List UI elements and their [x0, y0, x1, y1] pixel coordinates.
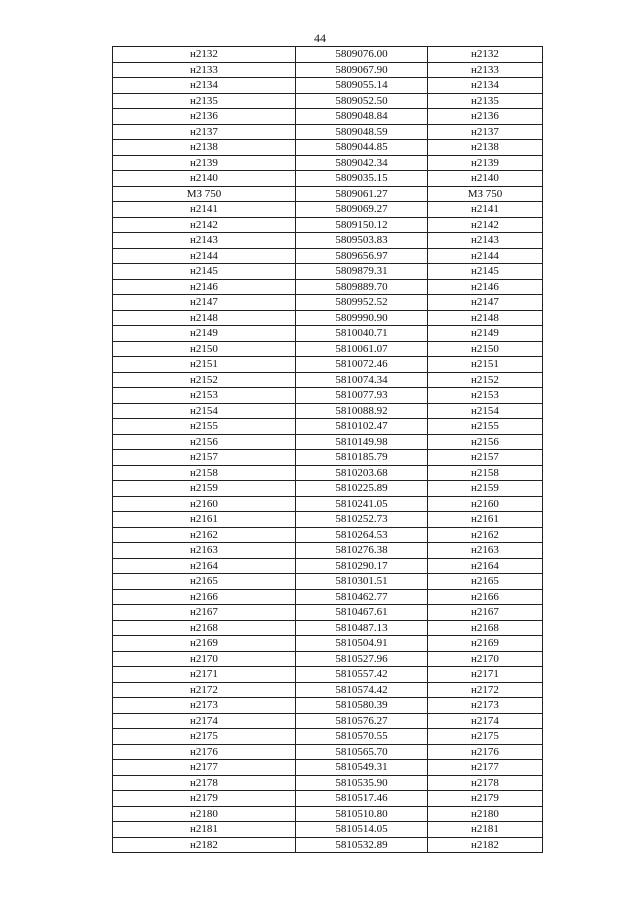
table-row	[113, 636, 543, 652]
coordinate-cell: 5810576.27	[296, 713, 428, 729]
point-name-cell: н2179	[113, 791, 296, 807]
point-name-repeat-cell: н2148	[428, 310, 543, 326]
coordinate-cell: 5810580.39	[296, 698, 428, 714]
point-name-repeat-cell: н2154	[428, 403, 543, 419]
table-row	[113, 651, 543, 667]
coordinate-cell: 5809048.59	[296, 124, 428, 140]
point-name-repeat-cell: н2171	[428, 667, 543, 683]
point-name-repeat-cell: н2180	[428, 806, 543, 822]
point-name-repeat-cell: н2163	[428, 543, 543, 559]
table-row	[113, 279, 543, 295]
coordinate-cell: 5810527.96	[296, 651, 428, 667]
point-name-cell: н2156	[113, 434, 296, 450]
point-name-cell: н2181	[113, 822, 296, 838]
point-name-repeat-cell: н2143	[428, 233, 543, 249]
table-row	[113, 791, 543, 807]
table-row	[113, 729, 543, 745]
table-row	[113, 450, 543, 466]
coordinate-cell: 5810510.80	[296, 806, 428, 822]
table-row	[113, 574, 543, 590]
point-name-cell: н2139	[113, 155, 296, 171]
coordinate-cell: 5810241.05	[296, 496, 428, 512]
coordinate-cell: 5809048.84	[296, 109, 428, 125]
table-row	[113, 295, 543, 311]
point-name-cell: н2176	[113, 744, 296, 760]
table-row	[113, 155, 543, 171]
point-name-cell: н2159	[113, 481, 296, 497]
coordinate-cell: 5810276.38	[296, 543, 428, 559]
point-name-repeat-cell: МЗ 750	[428, 186, 543, 202]
point-name-cell: н2164	[113, 558, 296, 574]
point-name-cell: н2148	[113, 310, 296, 326]
coordinate-cell: 5810487.13	[296, 620, 428, 636]
point-name-repeat-cell: н2181	[428, 822, 543, 838]
table-row	[113, 512, 543, 528]
point-name-repeat-cell: н2151	[428, 357, 543, 373]
point-name-cell: н2182	[113, 837, 296, 853]
point-name-repeat-cell: н2173	[428, 698, 543, 714]
table-row	[113, 233, 543, 249]
table-row	[113, 481, 543, 497]
coordinate-cell: 5810185.79	[296, 450, 428, 466]
point-name-repeat-cell: н2158	[428, 465, 543, 481]
point-name-cell: н2170	[113, 651, 296, 667]
point-name-cell: н2174	[113, 713, 296, 729]
table-row	[113, 713, 543, 729]
coordinate-cell: 5810088.92	[296, 403, 428, 419]
point-name-repeat-cell: н2147	[428, 295, 543, 311]
point-name-repeat-cell: н2150	[428, 341, 543, 357]
point-name-cell: н2138	[113, 140, 296, 156]
coordinate-cell: 5809503.83	[296, 233, 428, 249]
coordinate-cell: 5809052.50	[296, 93, 428, 109]
coordinate-cell: 5809035.15	[296, 171, 428, 187]
point-name-repeat-cell: н2144	[428, 248, 543, 264]
point-name-cell: н2158	[113, 465, 296, 481]
point-name-repeat-cell: н2178	[428, 775, 543, 791]
point-name-repeat-cell: н2141	[428, 202, 543, 218]
coordinate-cell: 5810514.05	[296, 822, 428, 838]
table-row	[113, 78, 543, 94]
coordinate-cell: 5810074.34	[296, 372, 428, 388]
table-body	[113, 47, 543, 853]
point-name-repeat-cell: н2135	[428, 93, 543, 109]
point-name-cell: МЗ 750	[113, 186, 296, 202]
table-row	[113, 558, 543, 574]
point-name-cell: н2165	[113, 574, 296, 590]
coordinate-cell: 5809044.85	[296, 140, 428, 156]
table-row	[113, 822, 543, 838]
coordinates-table-container	[112, 46, 543, 853]
point-name-cell: н2173	[113, 698, 296, 714]
coordinate-cell: 5810557.42	[296, 667, 428, 683]
point-name-cell: н2162	[113, 527, 296, 543]
coordinate-cell: 5810225.89	[296, 481, 428, 497]
point-name-cell: н2178	[113, 775, 296, 791]
point-name-repeat-cell: н2152	[428, 372, 543, 388]
point-name-cell: н2133	[113, 62, 296, 78]
table-row	[113, 806, 543, 822]
point-name-cell: н2154	[113, 403, 296, 419]
point-name-repeat-cell: н2153	[428, 388, 543, 404]
point-name-repeat-cell: н2133	[428, 62, 543, 78]
table-row	[113, 124, 543, 140]
coordinate-cell: 5810517.46	[296, 791, 428, 807]
table-row	[113, 620, 543, 636]
point-name-repeat-cell: н2179	[428, 791, 543, 807]
table-row	[113, 372, 543, 388]
point-name-cell: н2177	[113, 760, 296, 776]
point-name-repeat-cell: н2137	[428, 124, 543, 140]
point-name-repeat-cell: н2165	[428, 574, 543, 590]
coordinate-cell: 5809069.27	[296, 202, 428, 218]
table-row	[113, 248, 543, 264]
point-name-cell: н2166	[113, 589, 296, 605]
point-name-repeat-cell: н2164	[428, 558, 543, 574]
point-name-repeat-cell: н2159	[428, 481, 543, 497]
point-name-repeat-cell: н2182	[428, 837, 543, 853]
table-row	[113, 264, 543, 280]
coordinate-cell: 5809656.97	[296, 248, 428, 264]
point-name-repeat-cell: н2134	[428, 78, 543, 94]
coordinate-cell: 5809061.27	[296, 186, 428, 202]
coordinate-cell: 5810301.51	[296, 574, 428, 590]
point-name-repeat-cell: н2145	[428, 264, 543, 280]
point-name-repeat-cell: н2160	[428, 496, 543, 512]
point-name-cell: н2171	[113, 667, 296, 683]
table-row	[113, 682, 543, 698]
table-row	[113, 140, 543, 156]
point-name-cell: н2135	[113, 93, 296, 109]
point-name-repeat-cell: н2177	[428, 760, 543, 776]
point-name-cell: н2145	[113, 264, 296, 280]
coordinate-cell: 5809879.31	[296, 264, 428, 280]
point-name-cell: н2144	[113, 248, 296, 264]
coordinate-cell: 5810252.73	[296, 512, 428, 528]
point-name-cell: н2150	[113, 341, 296, 357]
table-row	[113, 775, 543, 791]
coordinate-cell: 5810061.07	[296, 341, 428, 357]
point-name-repeat-cell: н2174	[428, 713, 543, 729]
table-row	[113, 202, 543, 218]
table-row	[113, 837, 543, 853]
point-name-repeat-cell: н2161	[428, 512, 543, 528]
point-name-repeat-cell: н2142	[428, 217, 543, 233]
point-name-repeat-cell: н2170	[428, 651, 543, 667]
coordinate-cell: 5809067.90	[296, 62, 428, 78]
point-name-repeat-cell: н2176	[428, 744, 543, 760]
point-name-repeat-cell: н2172	[428, 682, 543, 698]
point-name-cell: н2163	[113, 543, 296, 559]
point-name-repeat-cell: н2146	[428, 279, 543, 295]
coordinate-cell: 5810467.61	[296, 605, 428, 621]
point-name-cell: н2142	[113, 217, 296, 233]
point-name-repeat-cell: н2140	[428, 171, 543, 187]
point-name-repeat-cell: н2138	[428, 140, 543, 156]
point-name-cell: н2134	[113, 78, 296, 94]
table-row	[113, 434, 543, 450]
coordinate-cell: 5809150.12	[296, 217, 428, 233]
point-name-cell: н2157	[113, 450, 296, 466]
point-name-cell: н2132	[113, 47, 296, 63]
point-name-repeat-cell: н2167	[428, 605, 543, 621]
coordinate-cell: 5810040.71	[296, 326, 428, 342]
point-name-repeat-cell: н2162	[428, 527, 543, 543]
point-name-cell: н2169	[113, 636, 296, 652]
table-row	[113, 93, 543, 109]
coordinate-cell: 5809055.14	[296, 78, 428, 94]
coordinate-cell: 5810149.98	[296, 434, 428, 450]
point-name-repeat-cell: н2136	[428, 109, 543, 125]
table-row	[113, 357, 543, 373]
table-row	[113, 326, 543, 342]
coordinate-cell: 5810574.42	[296, 682, 428, 698]
table-row	[113, 465, 543, 481]
table-row	[113, 667, 543, 683]
table-row	[113, 217, 543, 233]
coordinate-cell: 5809042.34	[296, 155, 428, 171]
table-row	[113, 527, 543, 543]
coordinate-cell: 5810203.68	[296, 465, 428, 481]
point-name-cell: н2140	[113, 171, 296, 187]
coordinate-cell: 5810077.93	[296, 388, 428, 404]
coordinate-cell: 5809952.52	[296, 295, 428, 311]
table-row	[113, 388, 543, 404]
point-name-repeat-cell: н2157	[428, 450, 543, 466]
table-row	[113, 744, 543, 760]
point-name-cell: н2155	[113, 419, 296, 435]
table-row	[113, 589, 543, 605]
point-name-cell: н2137	[113, 124, 296, 140]
point-name-cell: н2153	[113, 388, 296, 404]
coordinate-cell: 5810290.17	[296, 558, 428, 574]
point-name-cell: н2180	[113, 806, 296, 822]
table-row	[113, 496, 543, 512]
point-name-cell: н2175	[113, 729, 296, 745]
point-name-repeat-cell: н2168	[428, 620, 543, 636]
point-name-cell: н2168	[113, 620, 296, 636]
coordinate-cell: 5810504.91	[296, 636, 428, 652]
point-name-cell: н2151	[113, 357, 296, 373]
point-name-repeat-cell: н2175	[428, 729, 543, 745]
point-name-cell: н2136	[113, 109, 296, 125]
table-row	[113, 47, 543, 63]
point-name-cell: н2146	[113, 279, 296, 295]
point-name-cell: н2149	[113, 326, 296, 342]
coordinate-cell: 5810565.70	[296, 744, 428, 760]
table-row	[113, 341, 543, 357]
table-row	[113, 605, 543, 621]
coordinate-cell: 5809990.90	[296, 310, 428, 326]
coordinate-cell: 5810102.47	[296, 419, 428, 435]
table-row	[113, 310, 543, 326]
coordinates-table	[112, 46, 543, 853]
table-row	[113, 62, 543, 78]
point-name-cell: н2143	[113, 233, 296, 249]
point-name-repeat-cell: н2156	[428, 434, 543, 450]
point-name-repeat-cell: н2169	[428, 636, 543, 652]
point-name-cell: н2152	[113, 372, 296, 388]
point-name-repeat-cell: н2149	[428, 326, 543, 342]
table-row	[113, 403, 543, 419]
table-row	[113, 109, 543, 125]
coordinate-cell: 5810532.89	[296, 837, 428, 853]
table-row	[113, 698, 543, 714]
coordinate-cell: 5809076.00	[296, 47, 428, 63]
point-name-repeat-cell: н2155	[428, 419, 543, 435]
point-name-cell: н2147	[113, 295, 296, 311]
table-row	[113, 171, 543, 187]
coordinate-cell: 5810072.46	[296, 357, 428, 373]
table-row	[113, 419, 543, 435]
coordinate-cell: 5810549.31	[296, 760, 428, 776]
point-name-repeat-cell: н2132	[428, 47, 543, 63]
point-name-cell: н2141	[113, 202, 296, 218]
point-name-repeat-cell: н2166	[428, 589, 543, 605]
table-row	[113, 760, 543, 776]
point-name-cell: н2160	[113, 496, 296, 512]
point-name-cell: н2161	[113, 512, 296, 528]
table-row	[113, 543, 543, 559]
point-name-cell: н2167	[113, 605, 296, 621]
table-row	[113, 186, 543, 202]
coordinate-cell: 5810462.77	[296, 589, 428, 605]
point-name-repeat-cell: н2139	[428, 155, 543, 171]
coordinate-cell: 5809889.70	[296, 279, 428, 295]
coordinate-cell: 5810570.55	[296, 729, 428, 745]
coordinate-cell: 5810264.53	[296, 527, 428, 543]
point-name-cell: н2172	[113, 682, 296, 698]
coordinate-cell: 5810535.90	[296, 775, 428, 791]
page-number: 44	[314, 31, 326, 45]
